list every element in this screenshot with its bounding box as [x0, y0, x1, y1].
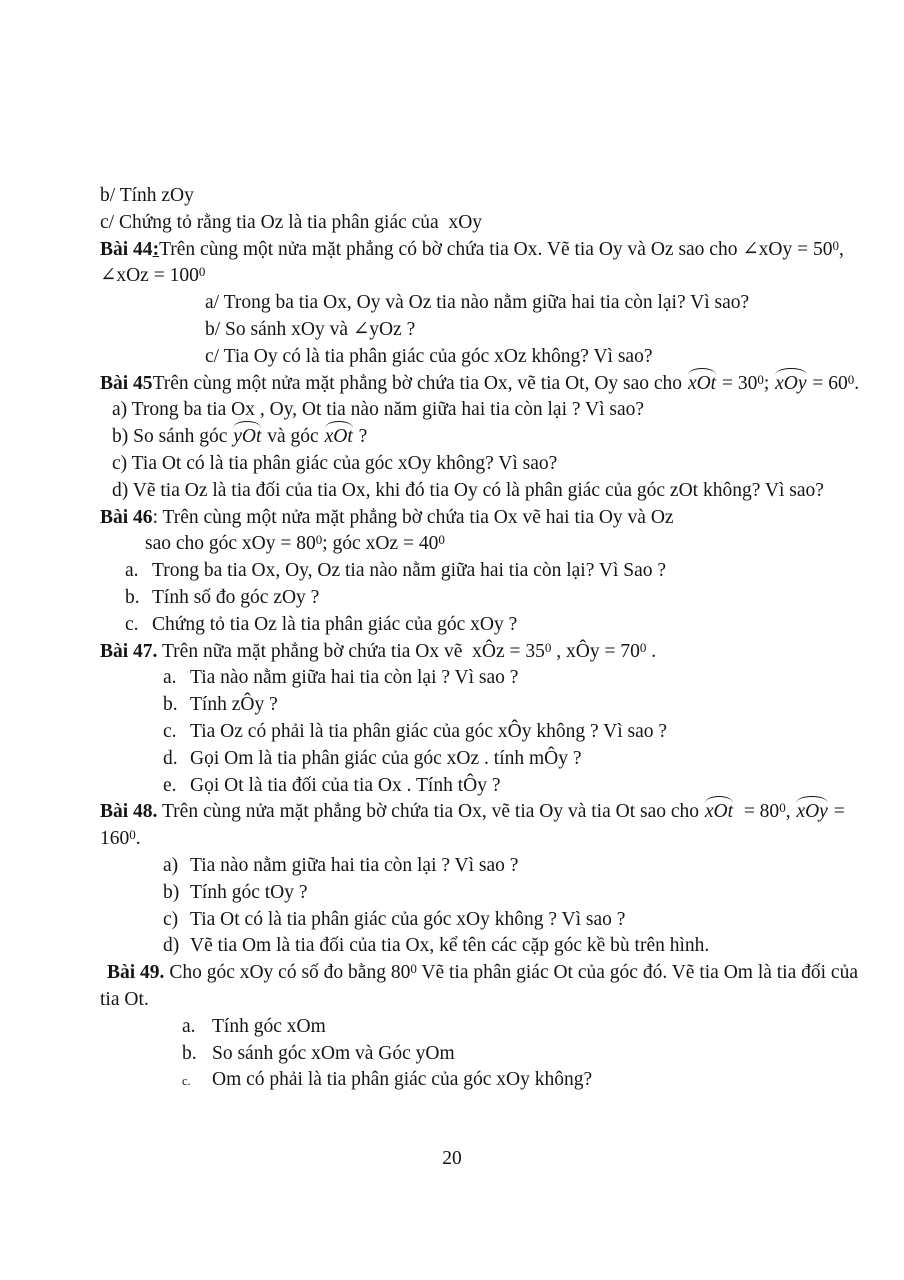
- problem-48-statement-line2: $160^0$.: [100, 827, 141, 850]
- problem-47-heading: [100, 639, 884, 666]
- problem-45-eq1: = $30^0$;: [717, 371, 775, 394]
- problem-45-eq2: = $60^0$.: [807, 371, 860, 394]
- angle-widehat-notation: xOt: [704, 799, 734, 826]
- list-marker: a): [163, 854, 179, 876]
- problem-46-label: Bài 46: [100, 506, 153, 528]
- problem-47-item: [163, 746, 884, 773]
- problem-48-eq1: = $80^0$,: [734, 800, 796, 823]
- problem-49-statement-line2: tia Ot.: [100, 988, 149, 1010]
- list-marker: b.: [163, 694, 178, 716]
- list-marker: a.: [163, 667, 177, 689]
- problem-46-statement: : Trên cùng một nửa mặt phẳng bờ chứa tia Ox vẽ hai tia Oy và Oz: [152, 506, 674, 528]
- problem-44-item-c: c/ Tia Oy có là tia phân giác của góc xOz không? Vì sao?: [205, 345, 653, 367]
- problem-45-statement: Trên cùng một nửa mặt phẳng bờ chứa tia Ox, vẽ tia Ot, Oy sao cho: [152, 372, 687, 394]
- problem-47-item: [163, 665, 884, 692]
- list-marker: b.: [125, 586, 140, 608]
- problem-46-item: [125, 612, 884, 639]
- problem-46-item: [125, 585, 884, 612]
- item-text: Tia Ot có là tia phân giác của góc xOy không ? Vì sao ?: [190, 908, 626, 930]
- angle-widehat-notation: xOt: [687, 371, 717, 398]
- problem-45-item-d: d) Vẽ tia Oz là tia đối của tia Ox, khi đó tia Oy có là phân giác của góc zOt không? Vì sao?: [112, 479, 824, 501]
- problem-44-statement: Trên cùng một nửa mặt phẳng có bờ chứa tia Ox. Vẽ tia Oy và Oz sao cho ∠xOy = $50^0$,: [159, 237, 844, 260]
- list-marker: e.: [163, 774, 177, 796]
- angle-widehat-notation: yOt: [232, 424, 262, 451]
- problem-44-statement-line2: ∠xOz = $100^0$: [100, 264, 206, 287]
- problem-44-colon: :: [152, 238, 160, 260]
- problem-46-item: [125, 558, 884, 585]
- problem-45-item-c: c) Tia Ot có là tia phân giác của góc xOy không? Vì sao?: [112, 452, 558, 474]
- list-marker: b): [163, 881, 180, 903]
- problem-49-heading: [107, 960, 884, 987]
- item-text: Tính góc xOm: [212, 1015, 326, 1037]
- problem-45-item-b: [112, 424, 884, 451]
- problem-44-item-a: a/ Trong ba tia Ox, Oy và Oz tia nào nằm giữa hai tia còn lại? Vì sao?: [205, 292, 750, 314]
- list-marker: d.: [163, 747, 178, 769]
- problem-46-heading: [100, 505, 884, 532]
- item-text: Chứng tỏ tia Oz là tia phân giác của góc xOy ?: [152, 613, 518, 635]
- problem-47-statement: Trên nữa mặt phẳng bờ chứa tia Ox vẽ xÔz = $35^0$ , xÔy = $70^0$ .: [157, 639, 657, 662]
- problem-44-heading: [100, 237, 884, 264]
- problem-45-label: Bài 45: [100, 372, 153, 394]
- item-text: Tia nào nằm giữa hai tia còn lại ? Vì sao ?: [190, 667, 519, 689]
- list-marker: c): [163, 908, 179, 930]
- problem-48-statement: Trên cùng nửa mặt phẳng bờ chứa tia Ox, vẽ tia Oy và tia Ot sao cho: [157, 801, 704, 823]
- problem-45-heading: [100, 371, 884, 398]
- intro-line-c: c/ Chứng tỏ rằng tia Oz là tia phân giác của xOy: [100, 211, 483, 233]
- item-text: và góc: [262, 426, 324, 448]
- angle-widehat-notation: xOt: [324, 424, 354, 451]
- problem-47-item: [163, 719, 884, 746]
- problem-48-item: [163, 880, 884, 907]
- item-text: Tính zÔy ?: [190, 694, 278, 716]
- item-text: b) So sánh góc: [112, 426, 233, 448]
- problem-48-eq2: =: [828, 801, 845, 823]
- angle-widehat-notation: xOy: [774, 371, 807, 398]
- problem-48-label: Bài 48.: [100, 801, 158, 823]
- item-text: Gọi Om là tia phân giác của góc xOz . tính mÔy ?: [190, 747, 582, 769]
- problem-45-item-a: a) Trong ba tia Ox , Oy, Ot tia nào năm giữa hai tia còn lại ? Vì sao?: [112, 399, 645, 421]
- problem-47-item: [163, 773, 884, 800]
- list-marker: c.: [125, 613, 139, 635]
- item-text: ?: [353, 426, 368, 448]
- intro-line-b: b/ Tính zOy: [100, 185, 194, 206]
- problem-47-label: Bài 47.: [100, 640, 158, 662]
- problem-44-item-b: b/ So sánh xOy và ∠yOz ?: [205, 318, 416, 340]
- item-text: Trong ba tia Ox, Oy, Oz tia nào nằm giữa hai tia còn lại? Vì Sao ?: [152, 560, 667, 582]
- problem-48-item: [163, 933, 884, 960]
- problem-49-label: Bài 49.: [107, 962, 165, 984]
- problem-48-heading: [100, 799, 884, 826]
- problem-48-item: [163, 907, 884, 934]
- list-marker: a.: [182, 1015, 196, 1037]
- list-marker: d): [163, 935, 180, 957]
- list-marker: c.: [163, 720, 177, 742]
- list-marker: b.: [182, 1042, 197, 1064]
- problem-49-item: [182, 1067, 884, 1095]
- problem-47-item: [163, 692, 884, 719]
- item-text: Gọi Ot là tia đối của tia Ox . Tính tÔy ?: [190, 774, 501, 796]
- item-text: Tính số đo góc zOy ?: [152, 586, 320, 608]
- problem-44-label: Bài 44: [100, 238, 153, 260]
- item-text: Om có phải là tia phân giác của góc xOy không?: [212, 1069, 593, 1091]
- item-text: Tia nào nằm giữa hai tia còn lại ? Vì sao ?: [190, 854, 519, 876]
- item-text: Tính góc tOy ?: [190, 881, 308, 903]
- item-text: So sánh góc xOm và Góc yOm: [212, 1042, 455, 1064]
- problem-49-item: [182, 1041, 884, 1068]
- list-marker: c.: [182, 1074, 191, 1089]
- item-text: Tia Oz có phải là tia phân giác của góc xÔy không ? Vì sao ?: [190, 720, 668, 742]
- list-marker: a.: [125, 560, 139, 582]
- item-text: Vẽ tia Om là tia đối của tia Ox, kể tên các cặp góc kề bù trên hình.: [190, 935, 710, 957]
- problem-49-item: [182, 1014, 884, 1041]
- problem-48-item: [163, 853, 884, 880]
- problem-49-statement: Cho góc xOy có số đo bằng $80^0$ Vẽ tia phân giác Ot của góc đó. Vẽ tia Om là tia đối của: [164, 961, 858, 984]
- problem-46-statement-line2: sao cho góc xOy = $80^0$; góc xOz = $40^0$: [145, 532, 445, 555]
- page-number: 20: [442, 1148, 462, 1169]
- angle-widehat-notation: xOy: [795, 799, 828, 826]
